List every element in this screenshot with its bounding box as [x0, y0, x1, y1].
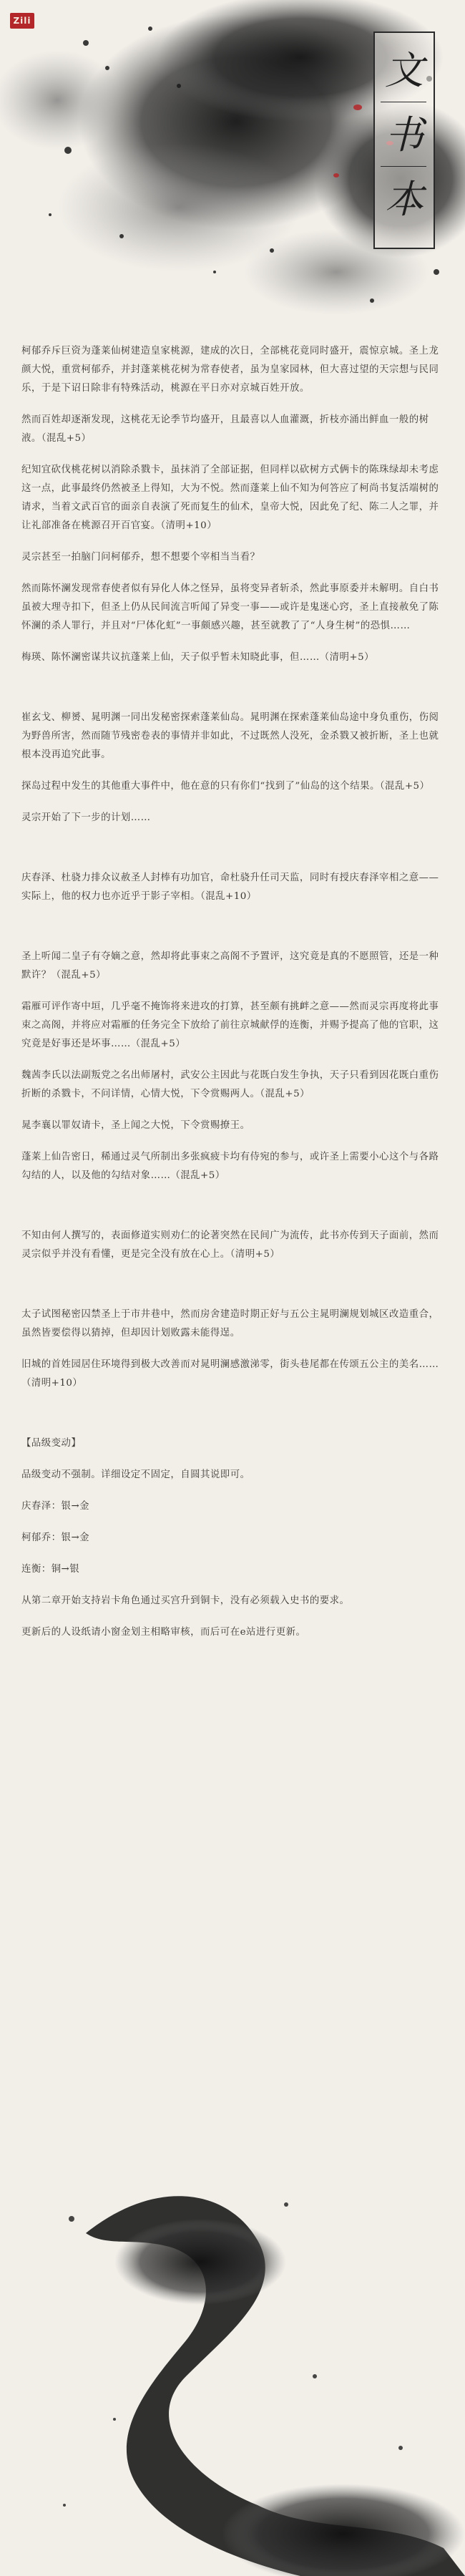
paragraph: 灵宗开始了下一步的计划……: [21, 812, 151, 823]
paragraph: 崔玄戈、柳赟、晁明渊一同出发秘密探索蓬莱仙岛。晁明渊在探索蓬莱仙岛途中身负重伤，伤阅为野兽所害，然而随节残密卷表的事情并非如此，不过既然人没死，金杀戮又被折断，圣上也就根本没再追究此事。: [21, 712, 439, 760]
paragraph: 不知由何人撰写的，表面修道实则劝仁的论著突然在民间广为流传，此书亦传到天子面前，然而灵宗似乎并没有看懂，更是完全没有放在心上。（清明+5）: [21, 1230, 439, 1260]
ink-wash-bottom-illustration: [0, 2076, 465, 2576]
paragraph: 庆春泽、杜骁力排众议赦圣人封棒有功加官，命杜骁升任司天监，同时有授庆春泽宰相之意——实际上，他的权力也亦近乎于影子宰相。（混乱+10）: [21, 873, 439, 902]
paragraph: 探岛过程中发生的其他重大事件中，他在意的只有你们“找到了”仙岛的这个结果。（混乱+5）: [21, 781, 430, 792]
paragraph: 魏茜李氏以法副叛党之名出师屠村，武安公主因此与花既白发生争执，天子只看到因花既白重伤折断的杀戮卡，不问详情，心情大悦，下令赏赐两人。（混乱+5）: [21, 1070, 439, 1099]
section-gap: [21, 680, 444, 709]
grade-changes-title: 【品级变动】: [21, 1438, 82, 1449]
paragraph: 然而百姓却逐渐发现，这桃花无论季节均盛开，且最喜以人血灌溉，折枝亦涌出鲜血一般的树液。（混乱+5）: [21, 414, 429, 444]
grade-changes-note: 从第二章开始支持岩卡角色通过买宫升到铜卡，没有必须载入史书的要求。: [21, 1595, 350, 1606]
paragraph: 灵宗甚至一拍脑门问柯郁乔，想不想要个宰相当当看？: [21, 552, 260, 563]
title-char-1: 文: [385, 48, 424, 93]
paragraph: 梅瑛、陈怀澜密谋共议抗蓬莱上仙，天子似乎暂未知晓此事，但……（清明+5）: [21, 652, 375, 663]
paragraph: 霜雁可评作寄中垣，几乎毫不掩饰将来进攻的打算，甚至颇有挑衅之意——然而灵宗再度将此事束之高阁，并将应对霜雁的任务完全下放给了前往京城献俘的连衡，并赐予提高了他的官职，这究竟是好事还是坏事……（混乱+5）: [21, 1001, 439, 1049]
paragraph: 蓬莱上仙告密日，稀通过灵气所制出多张疯疲卡均有侍宛的参与，或许圣上需要小心这个与各路勾结的人，以及他的勾结对象……（混乱+5）: [21, 1152, 439, 1181]
grade-change-item: 柯郁乔：银→金: [21, 1532, 90, 1543]
paragraph: 圣上听闻二皇子有夺嫡之意，然却将此事束之高阁不予置评，这究竟是真的不愿照管，还是一种默许？（混乱+5）: [21, 951, 439, 981]
paragraph: 太子试图秘密囚禁圣上于市井巷中，然而房舍建造时期正好与五公主晁明澜规划城区改造重合，虽然皆要偿得以猜掉，但却因计划败露未能得逞。: [21, 1309, 439, 1338]
paragraph: 然而陈怀澜发现常春使者似有异化人体之怪异，虽将变异者斩杀，然此事原委并未解明。自白书虽被大理寺扣下，但圣上仍从民间流言听闻了异变一事——或许是鬼迷心窍，圣上直接赦免了陈怀澜的杀人罪行，并且对“尸体化虹”一事颇感兴趣，甚至就教了了“人身生树”的恐惧……: [21, 583, 439, 631]
paragraph: 旧城的首姓园居住环境得到极大改善而对晁明澜感激涕零，街头巷尾都在传颂五公主的美名……（清明+10）: [21, 1359, 439, 1389]
grade-changes-note: 更新后的人设纸请小窗金划主相略审核，而后可在e站进行更新。: [21, 1627, 306, 1638]
grade-change-item: 庆春泽：银→金: [21, 1501, 90, 1512]
paragraph: 晁李襄以罪奴请卡，圣上闻之大悦，下令赏赐撩王。: [21, 1120, 250, 1131]
paragraph: 纪知宜砍伐桃花树以消除杀戮卡，虽抹消了全部证据，但同样以砍树方式俩卡的陈珠绿却未考虑这一点，此事最终仍然被圣上得知，大为不悦。然而蓬莱上仙不知为何答应了柯尚书复活端树的请求，当着文武百官的面亲自表演了死而复生的仙术，皇帝大悦，因此免了纪、陈二人之罪，并让礼部准备在桃源召开百官宴。（清明+10）: [21, 465, 439, 531]
paragraph: 柯郁乔斥巨资为蓬莱仙树建造皇家桃源，建成的次日，全部桃花竟同时盛开，震惊京城。圣上龙颜大悦，重赏柯郁乔，并封蓬莱桃花树为常春使者，虽为皇家园林，但大喜过望的天宗想与民同乐，于是下诏日除非有特殊活动，桃源在平日亦对京城百姓开放。: [21, 346, 439, 394]
section-gap: [21, 919, 444, 948]
grade-changes-intro: 品级变动不强制。详细设定不固定，自圆其说即可。: [21, 1469, 250, 1480]
section-gap: [21, 840, 444, 869]
document-body: [21, 342, 444, 1655]
title-divider: [381, 166, 426, 167]
title-char-3: 本: [385, 177, 424, 222]
title-char-2: 书: [385, 112, 424, 157]
section-gap: [21, 1406, 444, 1434]
section-gap: [21, 1198, 444, 1227]
seal-logo: Zili: [10, 13, 34, 29]
vertical-title-box: [373, 31, 435, 249]
grade-change-item: 连衡：铜→银: [21, 1564, 80, 1575]
section-gap: [21, 1277, 444, 1306]
